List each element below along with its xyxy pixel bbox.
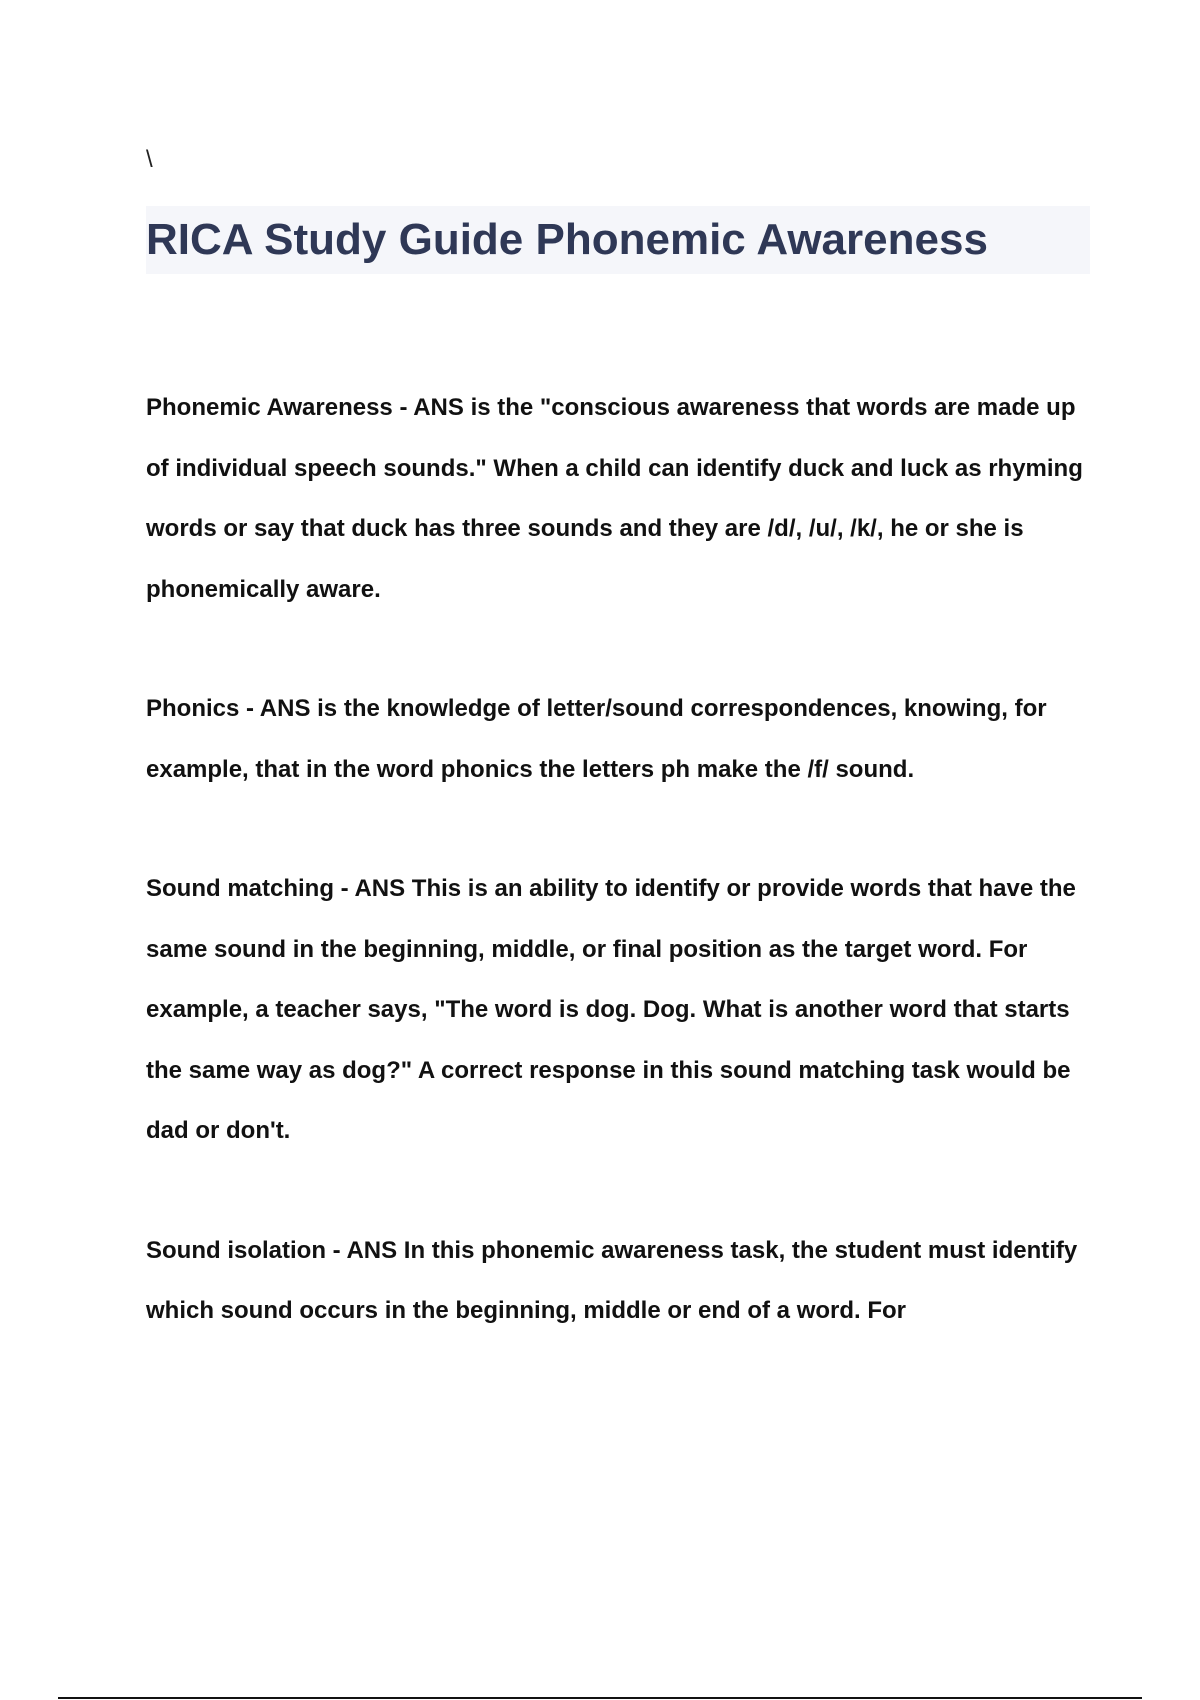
entry-definition: In this phonemic awareness task, the student must identify which sound occurs in the beginning, middle or end of a word. For [146,1236,1078,1324]
entry-sound-matching [146,859,1086,1162]
entry-definition: This is an ability to identify or provide words that have the same sound in the beginning, middle, or final position as the target word. For example, a teacher says, "The word is dog. Dog. What is another word that starts the same way as dog?" A correct response in this sound matching task would be dad or don't. [146,875,1076,1144]
entry-term: Sound isolation [146,1236,326,1264]
study-guide-content [146,378,1086,1401]
page-title: RICA Study Guide Phonemic Awareness [146,215,988,264]
entry-term: Phonics [146,695,240,722]
entry-separator: - ANS [334,875,412,902]
entry-sound-isolation [146,1221,1086,1342]
entry-definition: is the "conscious awareness that words are made up of individual speech sounds." When a child can identify duck and luck as rhyming words or say that duck has three sounds and they are /d/, /u/, /k/, he or she is phonemically aware. [146,394,1083,603]
entry-term: Sound matching [146,875,334,902]
entry-separator: - ANS [392,394,471,421]
entry-phonics [146,679,1086,800]
entry-term: Phonemic Awareness [146,394,393,421]
entry-separator: - ANS [326,1236,404,1264]
footer-rule [58,1697,1142,1699]
entry-separator: - ANS [239,695,318,722]
entry-phonemic-awareness [146,378,1086,620]
entry-definition: is the knowledge of letter/sound correspondences, knowing, for example, that in the word phonics the letters ph make the /f/ sound. [146,695,1047,783]
stray-backslash: \ [146,146,153,173]
